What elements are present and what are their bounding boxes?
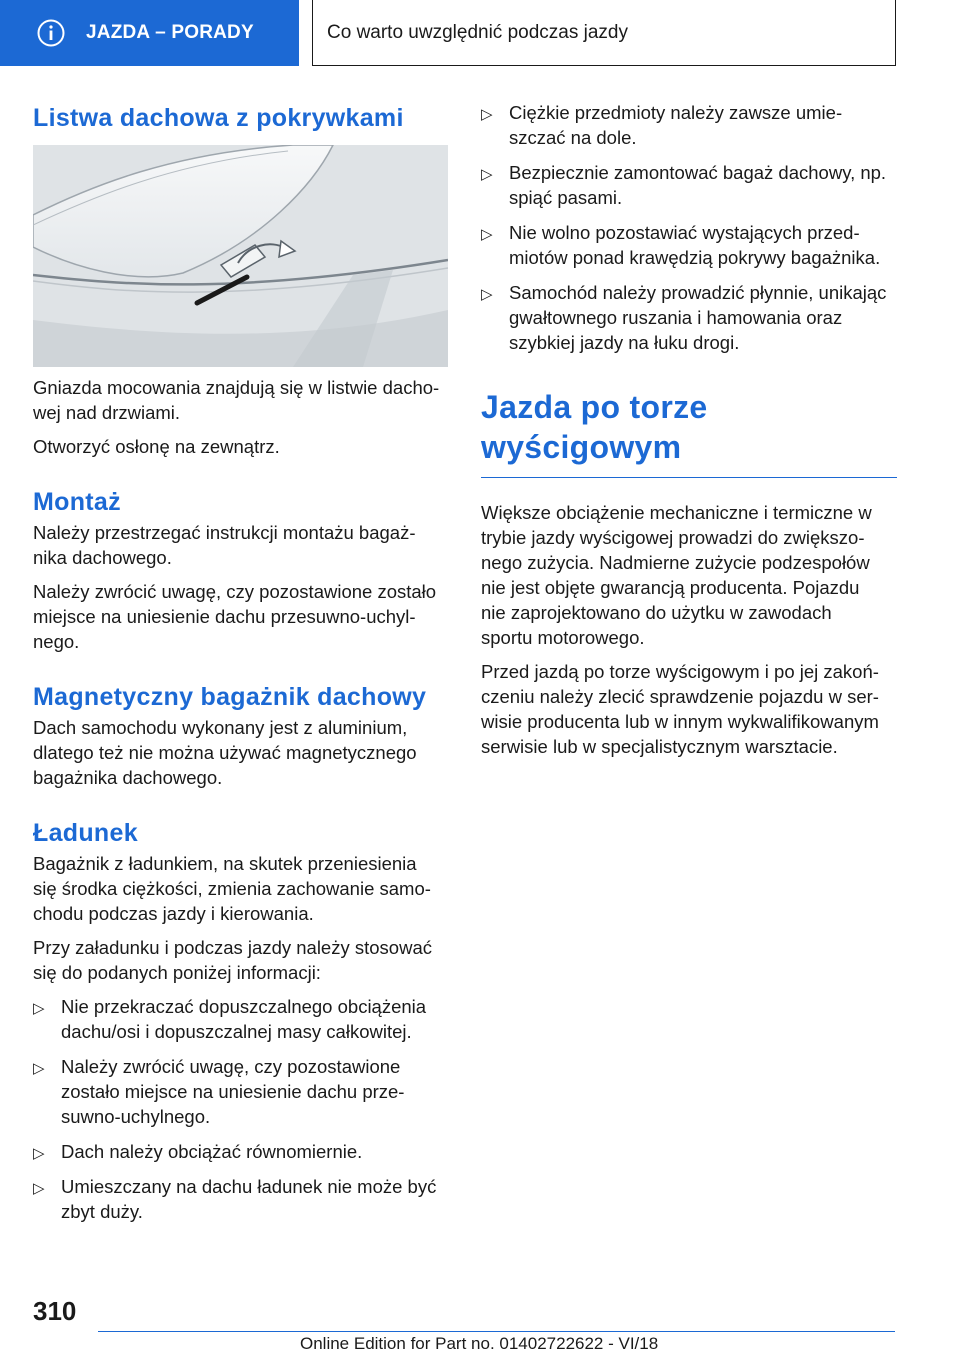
- bullet-triangle-icon: ▷: [481, 106, 493, 123]
- text-line: dlatego też nie można używać magnetycznego: [33, 742, 417, 763]
- heading-montaz: Montaż: [33, 488, 121, 516]
- race-track-paragraph-1: [481, 500, 897, 650]
- section-label: JAZDA – PORADY: [86, 22, 254, 43]
- text-line: Bezpiecznie zamontować bagaż dachowy, np.: [509, 162, 887, 183]
- page-number: 310: [33, 1296, 77, 1326]
- heading-roof-rail: Listwa dachowa z pokrywkami: [33, 104, 404, 132]
- text-line: zbyt duży.: [61, 1201, 143, 1222]
- race-track-paragraph-2: [481, 659, 897, 759]
- bullet-triangle-icon: ▷: [481, 166, 493, 183]
- text-line: dachu/osi i dopuszczalnej masy całkowitej.: [61, 1021, 412, 1042]
- text-line: nego zużycia. Nadmierne zużycie podzespołów: [481, 552, 870, 573]
- chapter-header: [312, 0, 896, 66]
- text-line: się do podanych poniżej informacji:: [33, 962, 321, 983]
- text-line: Bagażnik z ładunkiem, na skutek przeniesienia: [33, 853, 417, 874]
- bullet-triangle-icon: ▷: [33, 1145, 45, 1162]
- load-paragraph-1: [33, 851, 448, 926]
- info-icon: [36, 18, 66, 48]
- text-line: Większe obciążenie mechaniczne i termiczne w: [481, 502, 872, 523]
- text-line: nie jest objęte gwarancją producenta. Pojazdu: [481, 577, 860, 598]
- heading-race-track-line: wyścigowym: [481, 429, 682, 465]
- bullet-triangle-icon: ▷: [481, 286, 493, 303]
- section-tab: [0, 0, 299, 66]
- text-line: Należy przestrzegać instrukcji montażu bagaż-: [33, 522, 416, 543]
- list-item: [481, 280, 897, 355]
- text-line: nika dachowego.: [33, 547, 172, 568]
- load-bullet-list-continued: [481, 100, 897, 355]
- text-line: Przy załadunku i podczas jazdy należy stosować: [33, 937, 432, 958]
- text-line: chodu podczas jazdy i kierowania.: [33, 903, 314, 924]
- text-line: wisie producenta lub w innym wykwalifikowanym: [481, 711, 879, 732]
- text-line: miejsce na uniesienie dachu przesuwno-uchyl-: [33, 606, 416, 627]
- caption-paragraph: [33, 375, 448, 425]
- text-line: serwisie lub w specjalistycznym warsztacie.: [481, 736, 838, 757]
- left-column: [33, 100, 448, 1234]
- text-line: wej nad drzwiami.: [33, 402, 181, 423]
- text-line: Samochód należy prowadzić płynnie, unikając: [509, 282, 887, 303]
- text-line: sportu motorowego.: [481, 627, 645, 648]
- montaz-paragraph-2: [33, 579, 448, 654]
- load-paragraph-2: [33, 935, 448, 985]
- heading-load: Ładunek: [33, 819, 138, 847]
- right-column: [481, 100, 897, 768]
- text-line: szczać na dole.: [509, 127, 637, 148]
- load-bullet-list: [33, 994, 448, 1224]
- text-line: Nie przekraczać dopuszczalnego obciążenia: [61, 996, 427, 1017]
- text-line: zostało miejsce na uniesienie dachu prze-: [61, 1081, 405, 1102]
- open-cover-paragraph: [33, 434, 448, 459]
- text-line: miotów ponad krawędzią pokrywy bagażnika.: [509, 247, 881, 268]
- text-line: Dach należy obciążać równomiernie.: [61, 1141, 363, 1162]
- heading-magnetic-rack: Magnetyczny bagażnik dachowy: [33, 683, 427, 711]
- text-line: gwałtownego ruszania i hamowania oraz: [509, 307, 843, 328]
- text-line: Ciężkie przedmioty należy zawsze umie-: [509, 102, 843, 123]
- roof-rail-cover-illustration: [33, 145, 448, 367]
- text-line: Nie wolno pozostawiać wystających przed-: [509, 222, 860, 243]
- text-line: Otworzyć osłonę na zewnątrz.: [33, 436, 280, 457]
- bullet-triangle-icon: ▷: [33, 1000, 45, 1017]
- bullet-triangle-icon: ▷: [33, 1180, 45, 1197]
- text-line: czeniu należy zlecić sprawdzenie pojazdu w ser-: [481, 686, 879, 707]
- text-line: suwno-uchylnego.: [61, 1106, 211, 1127]
- chapter-title: Co warto uwzględnić podczas jazdy: [327, 21, 628, 43]
- montaz-paragraph-1: [33, 520, 448, 570]
- text-line: Dach samochodu wykonany jest z aluminium,: [33, 717, 408, 738]
- list-item: [33, 1139, 448, 1164]
- text-line: bagażnika dachowego.: [33, 767, 223, 788]
- bullet-triangle-icon: ▷: [33, 1060, 45, 1077]
- text-line: szybkiej jazdy na łuku drogi.: [509, 332, 740, 353]
- footer-divider: [98, 1331, 895, 1332]
- text-line: Należy zwrócić uwagę, czy pozostawione: [61, 1056, 401, 1077]
- list-item: [481, 220, 897, 270]
- text-line: Umieszczany na dachu ładunek nie może być: [61, 1176, 437, 1197]
- text-line: się środka ciężkości, zmienia zachowanie samo-: [33, 878, 431, 899]
- text-line: spiąć pasami.: [509, 187, 623, 208]
- heading-race-track-line: Jazda po torze: [481, 389, 708, 425]
- text-line: nie zaprojektowano do użytku w zawodach: [481, 602, 832, 623]
- list-item: [33, 1174, 448, 1224]
- list-item: [33, 1054, 448, 1129]
- text-line: Gniazda mocowania znajdują się w listwie dacho-: [33, 377, 440, 398]
- bullet-triangle-icon: ▷: [481, 226, 493, 243]
- heading-race-track-block: [481, 387, 897, 478]
- edition-note: Online Edition for Part no. 01402722622 - VI/18: [300, 1334, 659, 1353]
- text-line: trybie jazdy wyścigowej prowadzi do zwiększo-: [481, 527, 865, 548]
- list-item: [481, 100, 897, 150]
- text-line: Należy zwrócić uwagę, czy pozostawione zostało: [33, 581, 437, 602]
- text-line: Przed jazdą po torze wyścigowym i po jej zakoń-: [481, 661, 879, 682]
- list-item: [481, 160, 897, 210]
- list-item: [33, 994, 448, 1044]
- magnetic-paragraph: [33, 715, 448, 790]
- text-line: nego.: [33, 631, 80, 652]
